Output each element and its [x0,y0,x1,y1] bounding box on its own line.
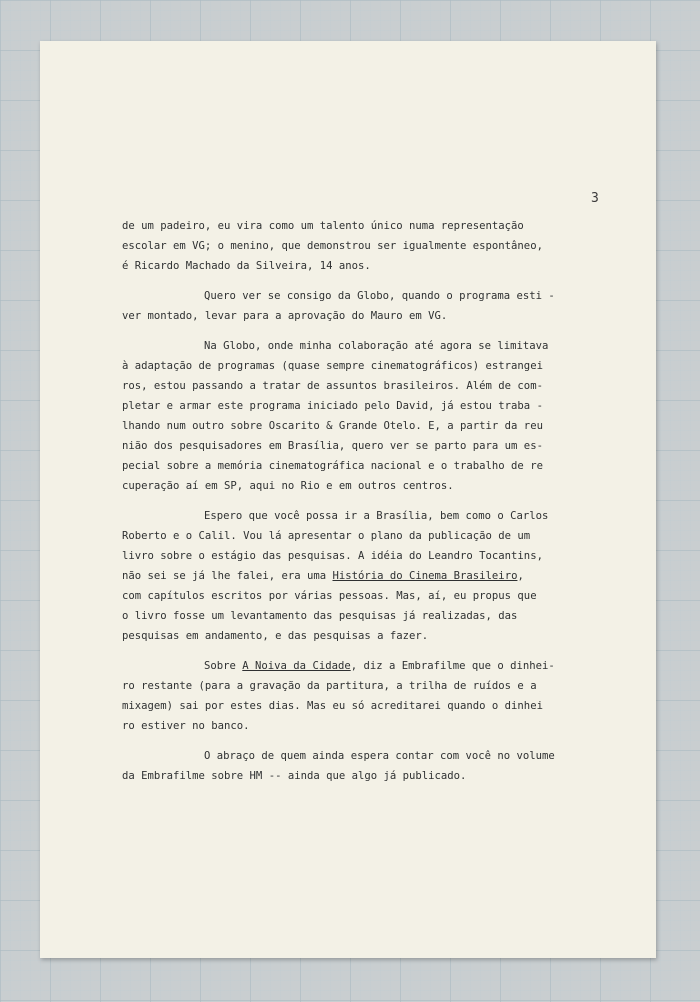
text-line: à adaptação de programas (quase sempre cinematográficos) estrangei [122,360,543,372]
text-line: da Embrafilme sobre HM -- ainda que algo já publicado. [122,770,467,782]
text-line: é Ricardo Machado da Silveira, 14 anos. [122,260,371,272]
text-line-with-book-title: não sei se já lhe falei, era uma História do Cinema Brasileiro, [122,570,524,582]
text-line: livro sobre o estágio das pesquisas. A idéia do Leandro Tocantins, [122,550,543,562]
text-line: com capítulos escritos por várias pessoas. Mas, aí, eu propus que [122,590,537,602]
paragraph-2 [122,286,612,326]
text-line: Na Globo, onde minha colaboração até agora se limitava [204,340,549,352]
text-line: pletar e armar este programa iniciado pelo David, já estou traba - [122,400,543,412]
text-line: escolar em VG; o menino, que demonstrou ser igualmente espontâneo, [122,240,543,252]
text-line: Espero que você possa ir a Brasília, bem como o Carlos [204,510,549,522]
paragraph-3 [122,336,612,496]
text-line: ros, estou passando a tratar de assuntos brasileiros. Além de com- [122,380,543,392]
text-line: lhando num outro sobre Oscarito & Grande Otelo. E, a partir da reu [122,420,543,432]
text-line: Quero ver se consigo da Globo, quando o programa esti - [204,290,555,302]
text-line: pecial sobre a memória cinematográfica nacional e o trabalho de re [122,460,543,472]
text-line: ro estiver no banco. [122,720,250,732]
page-number: 3 [591,191,599,206]
letter-body [122,216,612,786]
text-line: mixagem) sai por estes dias. Mas eu só acreditarei quando o dinhei [122,700,543,712]
paragraph-4 [122,506,612,646]
text-line: cuperação aí em SP, aqui no Rio e em outros centros. [122,480,454,492]
paragraph-1 [122,216,612,276]
text-line: nião dos pesquisadores em Brasília, quero ver se parto para um es- [122,440,543,452]
text-line: o livro fosse um levantamento das pesquisas já realizadas, das [122,610,518,622]
paragraph-5 [122,656,612,736]
text-line: ro restante (para a gravação da partitura, a trilha de ruídos e a [122,680,537,692]
text-line: pesquisas em andamento, e das pesquisas a fazer. [122,630,429,642]
underlined-title: A Noiva da Cidade [242,660,351,672]
text-line: O abraço de quem ainda espera contar com você no volume [204,750,555,762]
text-line: Roberto e o Calil. Vou lá apresentar o plano da publicação de um [122,530,531,542]
paragraph-6 [122,746,612,786]
text-line-with-film-title: Sobre A Noiva da Cidade, diz a Embrafilme que o dinhei- [204,660,555,672]
text-line: de um padeiro, eu vira como um talento único numa representação [122,220,524,232]
underlined-title: História do Cinema Brasileiro [332,570,518,582]
text-line: ver montado, levar para a aprovação do Mauro em VG. [122,310,448,322]
